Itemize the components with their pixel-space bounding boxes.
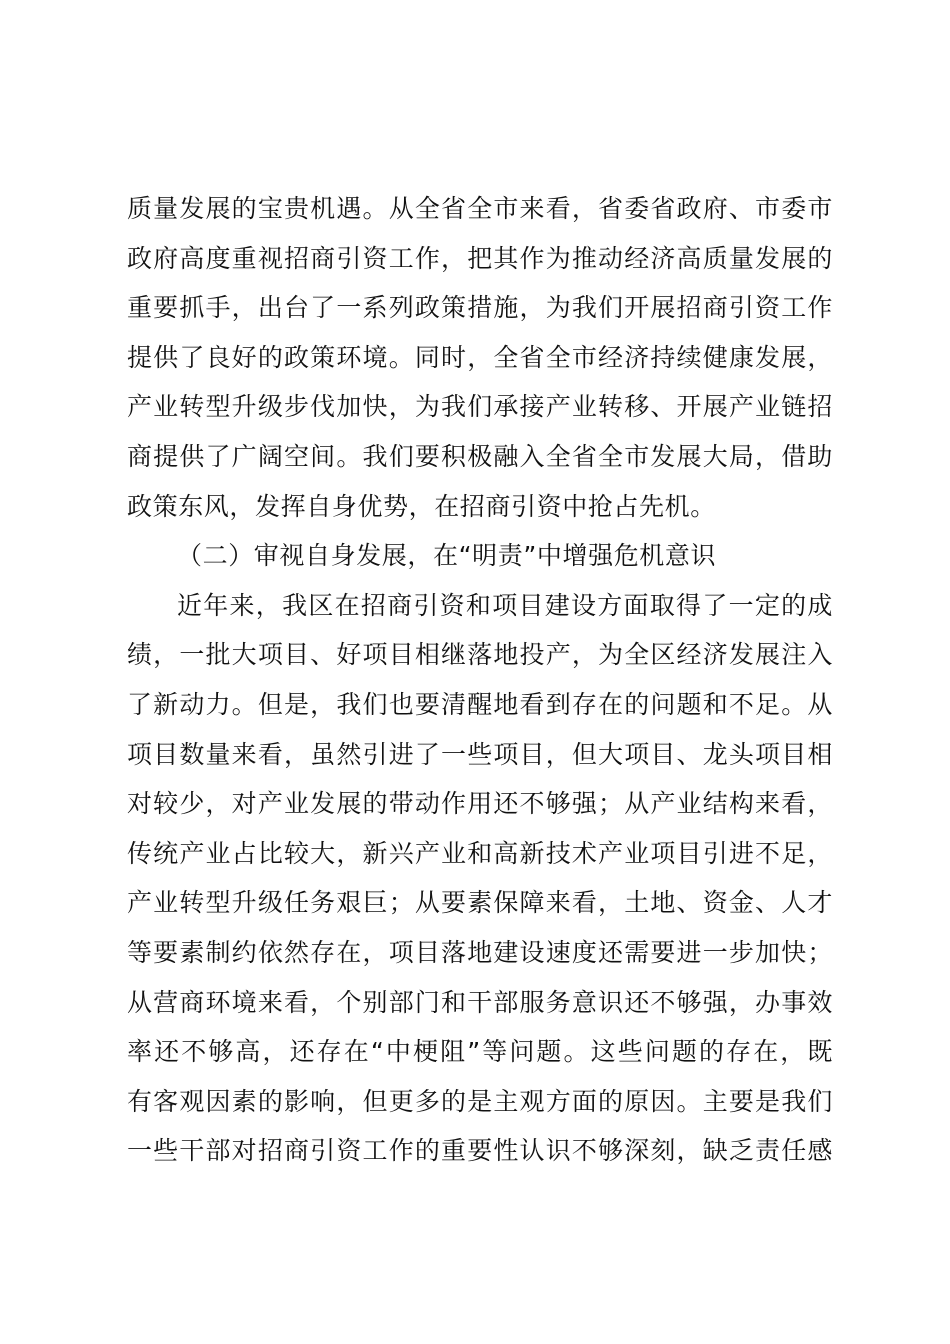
text-line: 等要素制约依然存在，项目落地建设速度还需要进一步加快； bbox=[127, 937, 833, 967]
text-line: 项目数量来看，虽然引进了一些项目，但大项目、龙头项目相 bbox=[127, 739, 833, 769]
text-line: 质量发展的宝贵机遇。从全省全市来看，省委省政府、市委市 bbox=[127, 194, 833, 223]
text-line: 传统产业占比较大，新兴产业和高新技术产业项目引进不足， bbox=[127, 838, 833, 868]
text-line: 从营商环境来看，个别部门和干部服务意识还不够强，办事效 bbox=[127, 987, 833, 1017]
text-line: 提供了良好的政策环境。同时，全省全市经济持续健康发展， bbox=[127, 342, 833, 372]
body-text bbox=[127, 184, 833, 1176]
text-line: 商提供了广阔空间。我们要积极融入全省全市发展大局，借助 bbox=[127, 441, 833, 471]
text-line: 了新动力。但是，我们也要清醒地看到存在的问题和不足。从 bbox=[127, 689, 833, 719]
paragraph-first-line: 近年来，我区在招商引资和项目建设方面取得了一定的成 bbox=[177, 590, 833, 620]
text-line: 有客观因素的影响，但更多的是主观方面的原因。主要是我们 bbox=[127, 1086, 833, 1116]
text-line: 一些干部对招商引资工作的重要性认识不够深刻，缺乏责任感 bbox=[127, 1136, 833, 1166]
text-line: 绩，一批大项目、好项目相继落地投产，为全区经济发展注入 bbox=[127, 640, 833, 670]
text-line: 对较少，对产业发展的带动作用还不够强；从产业结构来看， bbox=[127, 789, 833, 819]
text-line: 产业转型升级任务艰巨；从要素保障来看，土地、资金、人才 bbox=[127, 888, 833, 918]
section-heading: （二）审视自身发展，在“明责”中增强危机意识 bbox=[177, 541, 717, 571]
text-line: 政府高度重视招商引资工作，把其作为推动经济高质量发展的 bbox=[127, 243, 833, 273]
text-line: 重要抓手，出台了一系列政策措施，为我们开展招商引资工作 bbox=[127, 293, 833, 323]
text-line: 政策东风，发挥自身优势，在招商引资中抢占先机。 bbox=[127, 491, 716, 521]
text-line: 率还不够高，还存在“中梗阻”等问题。这些问题的存在，既 bbox=[127, 1037, 833, 1067]
text-line: 产业转型升级步伐加快，为我们承接产业转移、开展产业链招 bbox=[127, 392, 833, 422]
